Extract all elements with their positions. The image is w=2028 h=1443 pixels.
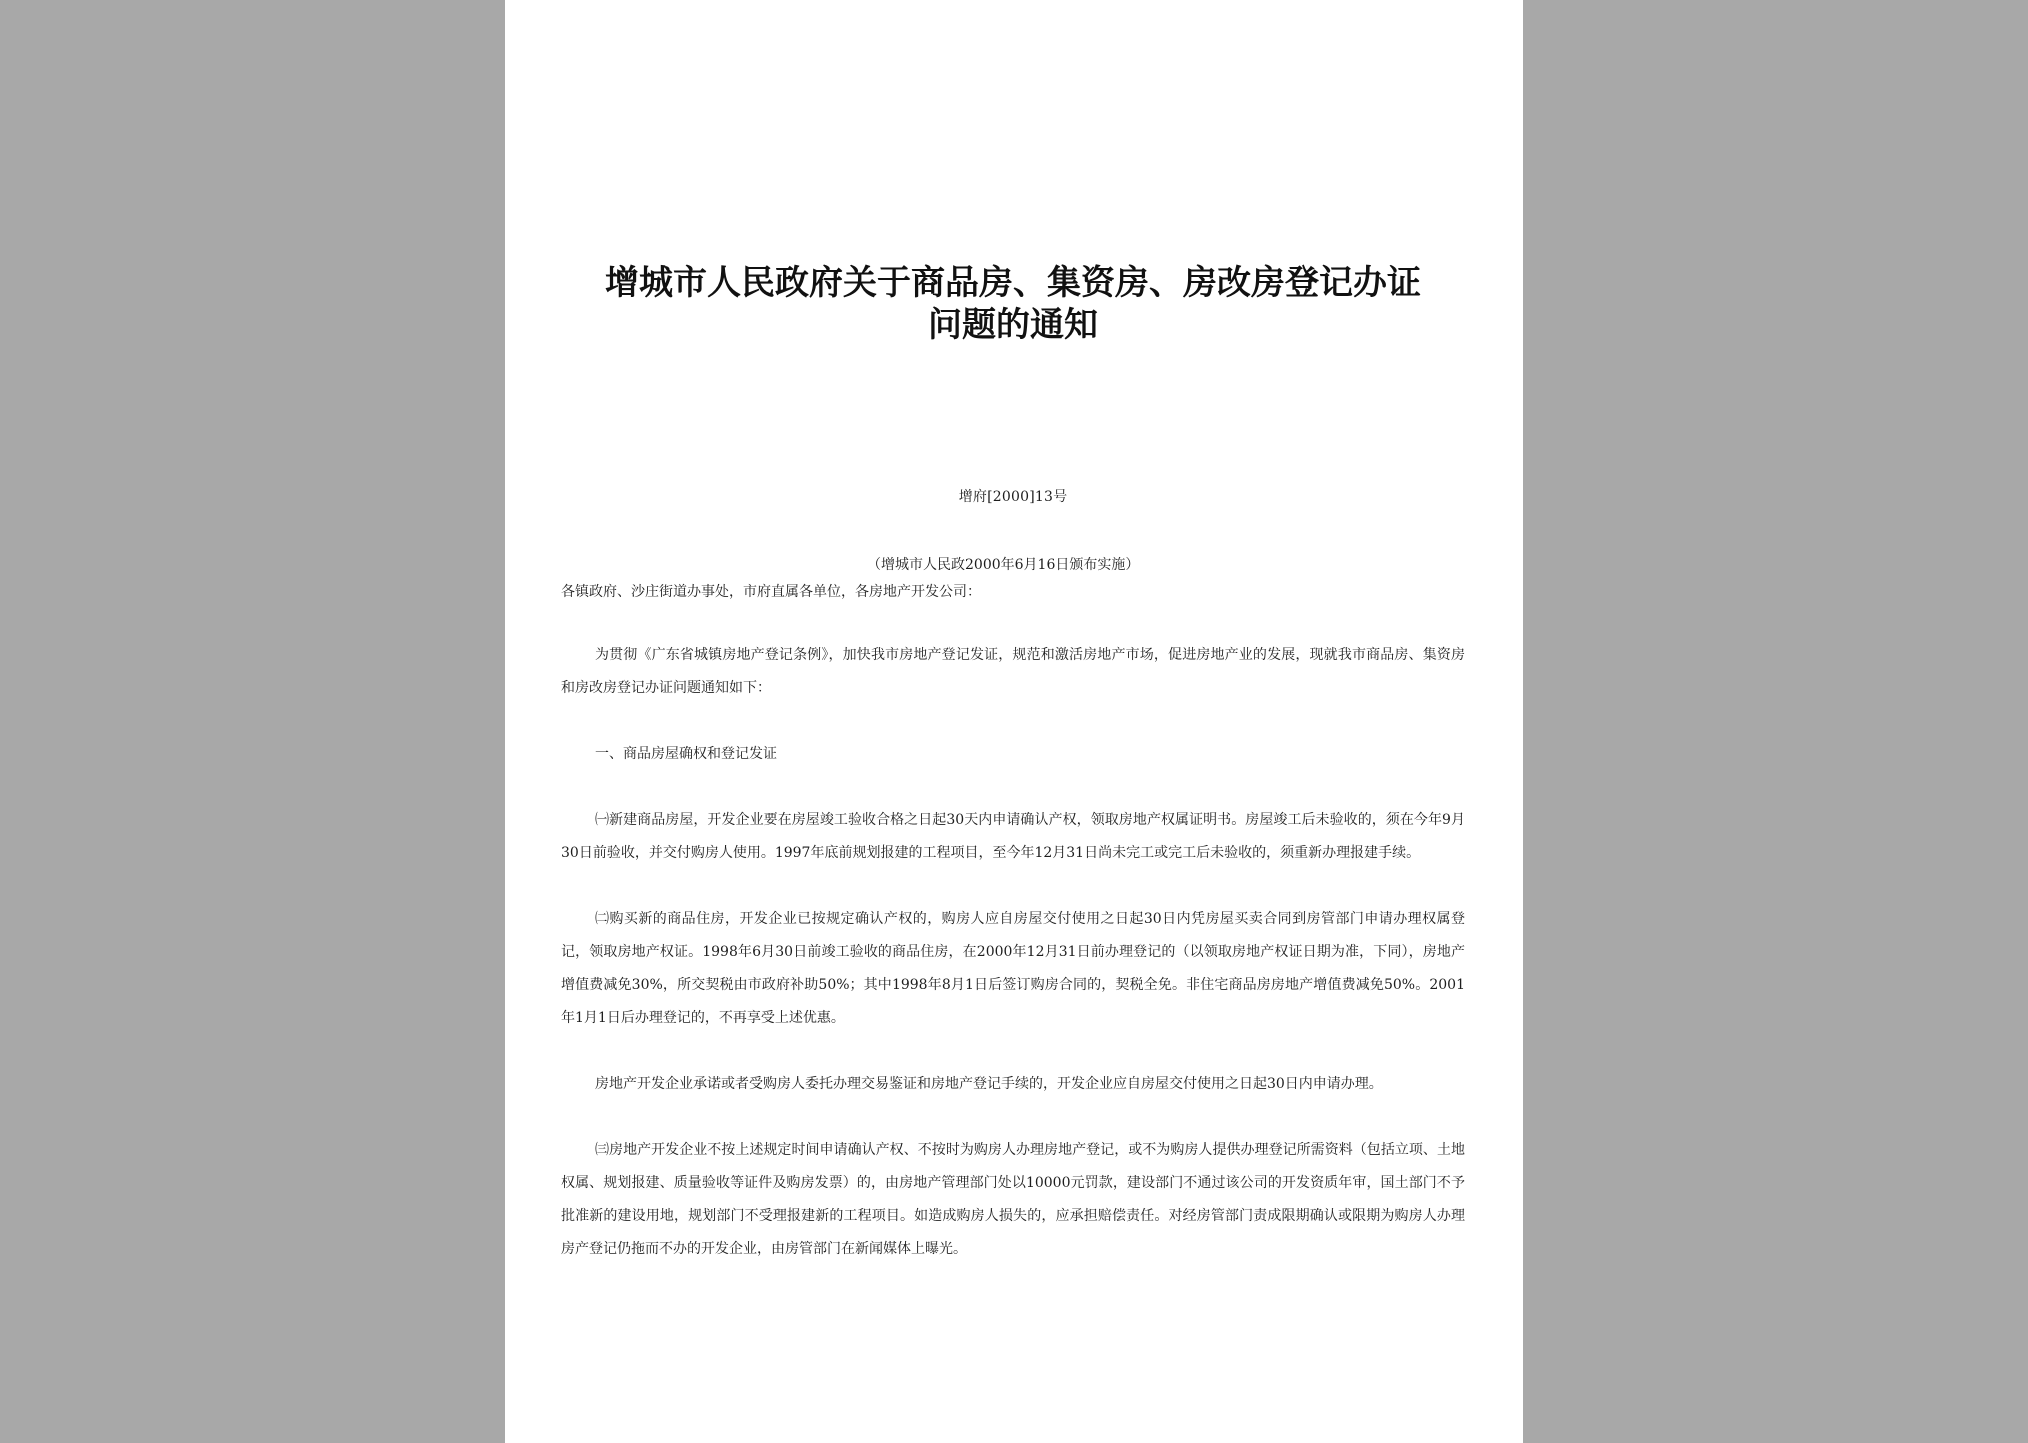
paragraph-developer-note: 房地产开发企业承诺或者受购房人委托办理交易鉴证和房地产登记手续的，开发企业应自房屋交付使用之日起30日内申请办理。 bbox=[595, 1076, 1383, 1092]
document-title bbox=[561, 262, 1465, 346]
paragraph-intro: 为贯彻《广东省城镇房地产登记条例》，加快我市房地产登记发证，规范和激活房地产市场，促进房地产业的发展，现就我市商品房、集资房和房改房登记办证问题通知如下： bbox=[561, 647, 1465, 696]
document-page bbox=[505, 0, 1523, 1443]
document-number: 增府[2000]13号 bbox=[958, 489, 1068, 505]
section-heading-1: 一、商品房屋确权和登记发证 bbox=[595, 746, 777, 762]
paragraph-item-1: ㈠新建商品房屋，开发企业要在房屋竣工验收合格之日起30天内申请确认产权，领取房地产权属证明书。房屋竣工后未验收的，须在今年9月30日前验收，并交付购房人使用。1997年底前规划报建的工程项目，至今年12月31日尚未完工或完工后未验收的，须重新办理报建手续。 bbox=[561, 812, 1465, 861]
issuance-note: （增城市人民政2000年6月16日颁布实施） bbox=[867, 557, 1140, 573]
title-line-2: 问题的通知 bbox=[928, 305, 1098, 345]
addressee-line: 各镇政府、沙庄街道办事处，市府直属各单位，各房地产开发公司： bbox=[561, 584, 981, 600]
paragraph-item-2: ㈡购买新的商品住房，开发企业已按规定确认产权的，购房人应自房屋交付使用之日起30日内凭房屋买卖合同到房管部门申请办理权属登记，领取房地产权证。1998年6月30日前竣工验收的商品住房，在2000年12月31日前办理登记的（以领取房地产权证日期为准，下同），房地产增值费减免30%，所交契税由市政府补助50%；其中1998年8月1日后签订购房合同的，契税全免。非住宅商品房房地产增值费减免50%。2001年1月1日后办理登记的，不再享受上述优惠。 bbox=[561, 911, 1465, 1026]
paragraph-item-3: ㈢房地产开发企业不按上述规定时间申请确认产权、不按时为购房人办理房地产登记，或不为购房人提供办理登记所需资料（包括立项、土地权属、规划报建、质量验收等证件及购房发票）的，由房地产管理部门处以10000元罚款，建设部门不通过该公司的开发资质年审，国土部门不予批准新的建设用地，规划部门不受理报建新的工程项目。如造成购房人损失的，应承担赔偿责任。对经房管部门责成限期确认或限期为购房人办理房产登记仍拖而不办的开发企业，由房管部门在新闻媒体上曝光。 bbox=[561, 1142, 1465, 1257]
title-line-1: 增城市人民政府关于商品房、集资房、房改房登记办证 bbox=[605, 263, 1421, 303]
